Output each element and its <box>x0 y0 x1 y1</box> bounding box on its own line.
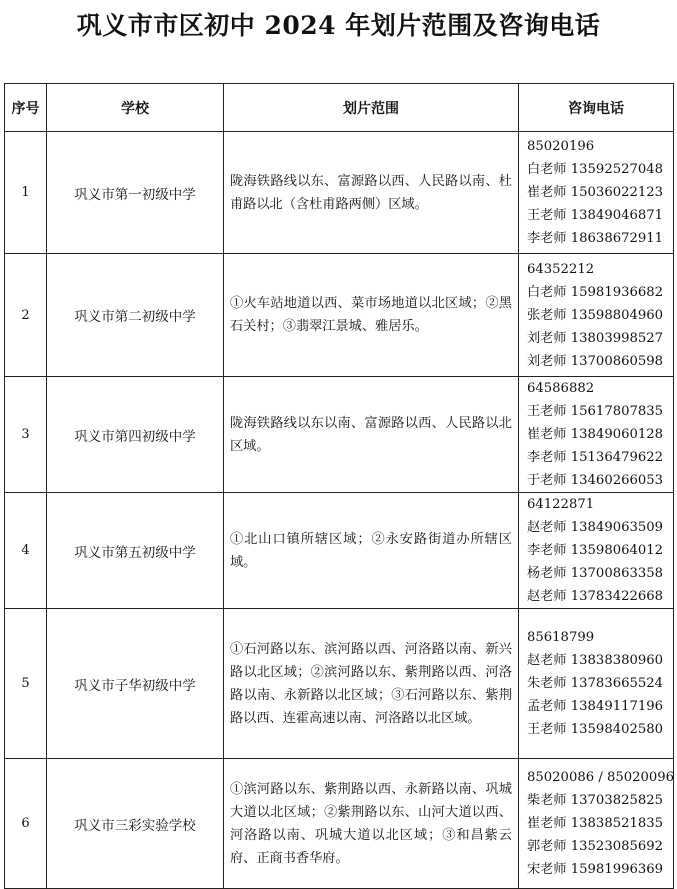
header-phone: 咨询电话 <box>519 84 674 132</box>
page-title: 巩义市市区初中 2024 年划片范围及咨询电话 <box>76 11 601 40</box>
contact-line: 赵老师 13838380960 <box>527 653 664 668</box>
contact-line: 郭老师 13523085692 <box>527 839 664 854</box>
contact-line: 朱老师 13783665524 <box>527 676 664 691</box>
school-name: 巩义市第四初级中学 <box>47 377 224 493</box>
contact-line: 柴老师 13703825825 <box>527 793 664 808</box>
contact-line: 杨老师 13700863358 <box>527 566 664 581</box>
school-name: 巩义市三彩实验学校 <box>47 759 224 889</box>
contact-line: 李老师 13598064012 <box>527 543 664 558</box>
contact-line: 王老师 15617807835 <box>527 404 664 419</box>
contact-line: 孟老师 13849117196 <box>527 699 664 714</box>
contact-line: 白老师 15981936682 <box>527 284 664 300</box>
phone-cell <box>519 254 674 377</box>
contact-line: 刘老师 13700860598 <box>527 353 664 369</box>
row-index: 1 <box>5 132 47 254</box>
header-zone: 划片范围 <box>224 84 519 132</box>
contact-line: 王老师 13849046871 <box>527 208 664 223</box>
row-index: 2 <box>5 254 47 377</box>
table-row <box>5 377 674 493</box>
zone-range: ①北山口镇所辖区域；②永安路街道办所辖区域。 <box>224 493 519 609</box>
row-index: 5 <box>5 609 47 759</box>
table-row <box>5 609 674 759</box>
header-school: 学校 <box>47 84 224 132</box>
contact-line: 王老师 13598402580 <box>527 722 664 737</box>
contact-line: 白老师 13592527048 <box>527 162 664 177</box>
contact-line: 赵老师 13849063509 <box>527 520 664 535</box>
row-index: 4 <box>5 493 47 609</box>
school-zoning-table <box>4 83 674 889</box>
phone-cell <box>519 609 674 759</box>
contact-line: 李老师 15136479622 <box>527 450 664 465</box>
table-row <box>5 493 674 609</box>
row-index: 6 <box>5 759 47 889</box>
contact-line: 崔老师 13849060128 <box>527 427 664 442</box>
contact-line: 崔老师 13838521835 <box>527 816 664 831</box>
main-phone: 64352212 <box>527 261 595 277</box>
zone-range: 陇海铁路线以东以南、富源路以西、人民路以北区域。 <box>224 377 519 493</box>
contact-line: 张老师 13598804960 <box>527 307 664 323</box>
contact-line: 刘老师 13803998527 <box>527 330 664 346</box>
school-name: 巩义市第一初级中学 <box>47 132 224 254</box>
school-name: 巩义市第二初级中学 <box>47 254 224 377</box>
main-phone: 64122871 <box>527 497 595 512</box>
contact-line: 崔老师 15036022123 <box>527 185 664 200</box>
table-row <box>5 759 674 889</box>
zone-range: ①石河路以东、滨河路以西、河洛路以南、新兴路以北区域；②滨河路以东、紫荆路以西、河洛路以南、永新路以北区域；③石河路以东、紫荆路以西、连霍高速以南、河洛路以北区域。 <box>224 609 519 759</box>
zone-range: 陇海铁路线以东、富源路以西、人民路以南、杜甫路以北（含杜甫路两侧）区域。 <box>224 132 519 254</box>
table-row <box>5 132 674 254</box>
main-phone: 85020086 / 85020096 <box>527 770 675 785</box>
table-header-row <box>5 84 674 132</box>
contact-line: 于老师 13460266053 <box>527 473 664 488</box>
zone-range: ①火车站地道以西、菜市场地道以北区域；②黑石关村；③翡翠江景城、雅居乐。 <box>224 254 519 377</box>
phone-cell <box>519 759 674 889</box>
table-row <box>5 254 674 377</box>
zone-range: ①滨河路以东、紫荆路以西、永新路以南、巩城大道以北区域；②紫荆路以东、山河大道以西、河洛路以南、巩城大道以北区域；③和昌紫云府、正商书香华府。 <box>224 759 519 889</box>
contact-line: 李老师 18638672911 <box>527 231 664 246</box>
phone-cell <box>519 377 674 493</box>
contact-line: 赵老师 13783422668 <box>527 589 664 604</box>
contact-line: 宋老师 15981996369 <box>527 862 664 877</box>
phone-cell <box>519 132 674 254</box>
main-phone: 85020196 <box>527 139 595 154</box>
school-name: 巩义市第五初级中学 <box>47 493 224 609</box>
main-phone: 85618799 <box>527 630 595 645</box>
main-phone: 64586882 <box>527 381 595 396</box>
school-name: 巩义市子华初级中学 <box>47 609 224 759</box>
header-index: 序号 <box>5 84 47 132</box>
row-index: 3 <box>5 377 47 493</box>
phone-cell <box>519 493 674 609</box>
